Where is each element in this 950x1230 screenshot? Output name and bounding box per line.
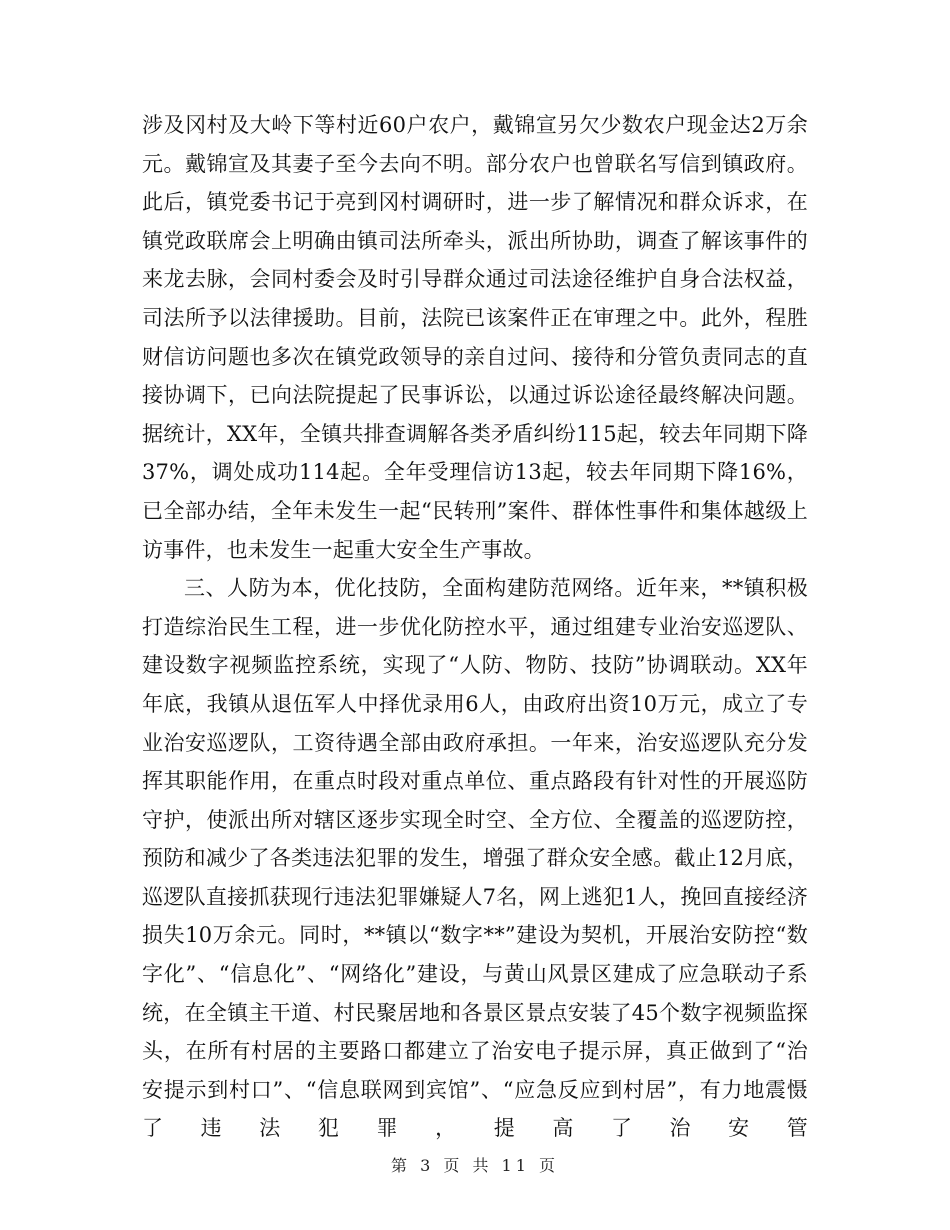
document-body	[142, 106, 808, 1148]
page-number-footer: 第 3 页 共 11 页	[391, 1156, 559, 1175]
paragraph-dispute-mediation: 涉及冈村及大岭下等村近60户农户，戴锦宣另欠少数农户现金达2万余元。戴锦宣及其妻子至今去向不明。部分农户也曾联名写信到镇政府。此后，镇党委书记于亮到冈村调研时，进一步了解情况和群众诉求，在镇党政联席会上明确由镇司法所牵头，派出所协助，调查了解该事件的来龙去脉，会同村委会及时引导群众通过司法途径维护自身合法权益，司法所予以法律援助。目前，法院已该案件正在审理之中。此外，程胜财信访问题也多次在镇党政领导的亲自过问、接待和分管负责同志的直接协调下，已向法院提起了民事诉讼，以通过诉讼途径最终解决问题。据统计，XX年，全镇共排查调解各类矛盾纠纷115起，较去年同期下降37%，调处成功114起。全年受理信访13起，较去年同期下降16%，已全部办结，全年未发生一起“民转刑”案件、群体性事件和集体越级上访事件，也未发生一起重大安全生产事故。	[142, 113, 808, 562]
paragraph-security-network: 三、人防为本，优化技防，全面构建防范网络。近年来，**镇积极打造综治民生工程，进一步优化防控水平，通过组建专业治安巡逻队、建设数字视频监控系统，实现了“人防、物防、技防”协调联动。XX年年底，我镇从退伍军人中择优录用6人，由政府出资10万元，成立了专业治安巡逻队，工资待遇全部由政府承担。一年来，治安巡逻队充分发挥其职能作用，在重点时段对重点单位、重点路段有针对性的开展巡防守护，使派出所对辖区逐步实现全时空、全方位、全覆盖的巡逻防控，预防和减少了各类违法犯罪的发生，增强了群众安全感。截止12月底，巡逻队直接抓获现行违法犯罪嫌疑人7名，网上逃犯1人，挽回直接经济损失10万余元。同时，**镇以“数字**”建设为契机，开展治安防控“数字化”、“信息化”、“网络化”建设，与黄山风景区建成了应急联动子系统，在全镇主干道、村民聚居地和各景区景点安装了45个数字视频监探头，在所有村居的主要路口都建立了治安电子提示屏，真正做到了“治安提示到村口”、“信息联网到宾馆”、“应急反应到村居”，有力地震慑了违法犯罪，提高了治安管	[142, 576, 808, 1141]
